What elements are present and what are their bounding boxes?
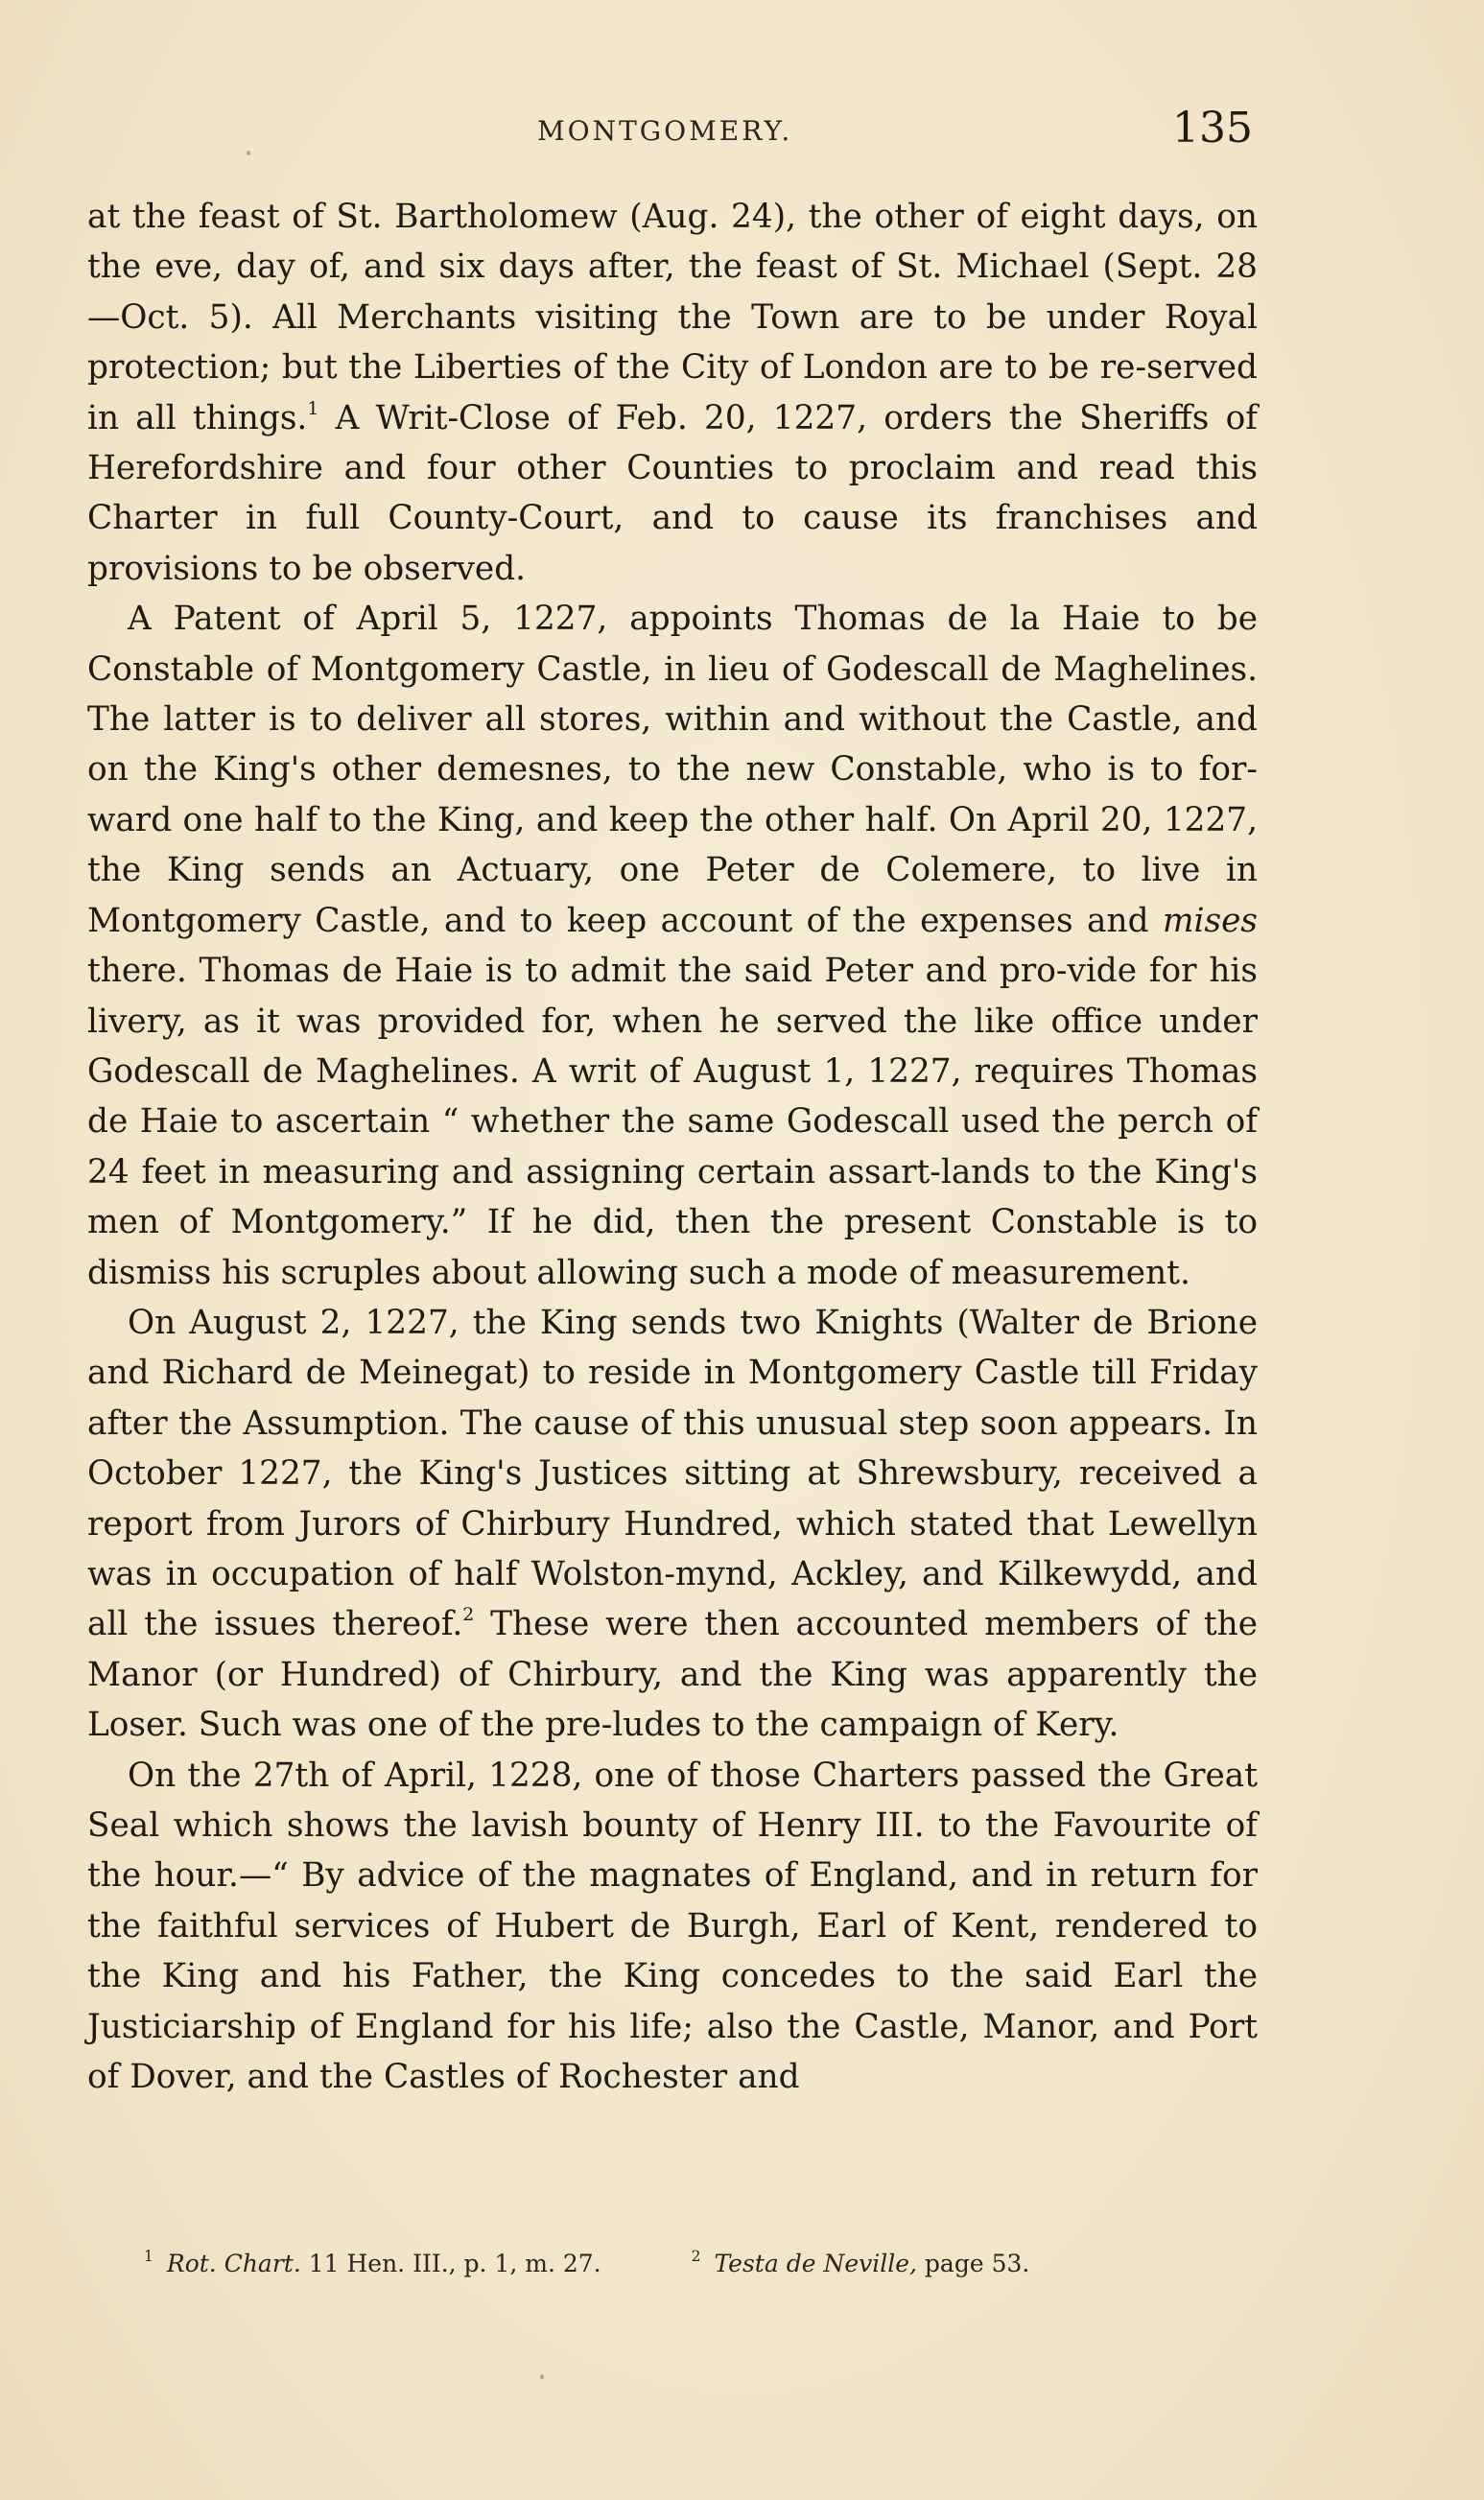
paragraph-2-text-a: A Patent of April 5, 1227, appoints Thomas de la Haie to be Constable of Montgomery Castle, in lieu of Godescall de Maghelines. The latter is to deliver all stores, within and without the Castle, and on the King's other demesnes, to the new Constable, who is to for-ward one half to the King, and keep the other half. On April 20, 1227, the King sends an Actuary, one Peter de Colemere, to live in Montgomery Castle, and to keep account of the expenses and — [87, 600, 1258, 940]
footnote-1-mark: 1 — [144, 2248, 153, 2265]
footnote-2 — [692, 2240, 1030, 2280]
footnote-ref-2: 2 — [462, 1604, 475, 1626]
footnote-1 — [144, 2240, 601, 2280]
page-number: 135 — [1172, 104, 1253, 153]
paragraph-2-text-b: there. Thomas de Haie is to admit the said Peter and pro-vide for his livery, as it was provided for, when he served the like office under Godescall de Maghelines. A writ of August 1, 1227, requires Thomas de Haie to ascertain “ whether the same Godescall used the perch of 24 feet in measuring and assigning certain assart-lands to the King's men of Montgomery.” If he did, then the present Constable is to dismiss his scruples about allowing such a mode of measurement. — [87, 952, 1258, 1292]
paragraph-3-text-b: These were then accounted members of the Manor (or Hundred) of Chirbury, and the King was apparently the Loser. Such was one of the pre-ludes to the campaign of Kery. — [87, 1605, 1259, 1745]
paragraph-1-text-a: at the feast of St. Bartholomew (Aug. 24), the other of eight days, on the eve, day of, and six days after, the feast of St. Michael (Sept. 28 —Oct. 5). All Merchants visiting the Town are to be under Royal protection; but the Liberties of the City of London are to be re-served in all things. — [87, 198, 1258, 437]
paragraph-4 — [87, 1751, 1258, 2103]
footnote-2-reference: page 53. — [916, 2249, 1030, 2277]
footnote-2-source: Testa de Neville, — [714, 2249, 917, 2277]
footnote-1-reference: 11 Hen. III., p. 1, m. 27. — [300, 2249, 601, 2277]
paper-speck — [540, 2374, 544, 2379]
footnote-ref-1: 1 — [307, 397, 319, 419]
paragraph-2 — [87, 594, 1258, 1298]
paragraph-1 — [87, 192, 1258, 594]
paper-speck — [247, 151, 250, 155]
paragraph-3-text-a: On August 2, 1227, the King sends two Knights (Walter de Brione and Richard de Meinegat) to reside in Montgomery Castle till Friday after the Assumption. The cause of this unusual step soon appears. In October 1227, the King's Justices sitting at Shrewsbury, received a report from Jurors of Chirbury Hundred, which stated that Lewellyn was in occupation of half Wolston-mynd, Ackley, and Kilkewydd, and all the issues thereof. — [87, 1303, 1258, 1644]
paragraph-4-text: On the 27th of April, 1228, one of those Charters passed the Great Seal which shows the lavish bounty of Henry III. to the Favourite of the hour.—“ By advice of the magnates of England, and in return for the faithful services of Hubert de Burgh, Earl of Kent, rendered to the King and his Father, the King concedes to the said Earl the Justiciarship of England for his life; also the Castle, Manor, and Port of Dover, and the Castles of Rochester and — [87, 1756, 1258, 2097]
footnote-1-source: Rot. Chart. — [166, 2249, 301, 2277]
paragraph-1-text-b: A Writ-Close of Feb. 20, 1227, orders the Sheriffs of Herefordshire and four other Counties to proclaim and read this Charter in full County-Court, and to cause its franchises and provisions to be observed. — [87, 398, 1258, 588]
paragraph-3 — [87, 1298, 1258, 1751]
running-title: MONTGOMERY. — [537, 115, 793, 147]
body-text — [87, 192, 1258, 2102]
italic-term-mises: mises — [1163, 901, 1258, 940]
footnotes — [144, 2240, 1247, 2280]
footnote-2-mark: 2 — [691, 2248, 701, 2265]
running-header — [0, 104, 1484, 152]
